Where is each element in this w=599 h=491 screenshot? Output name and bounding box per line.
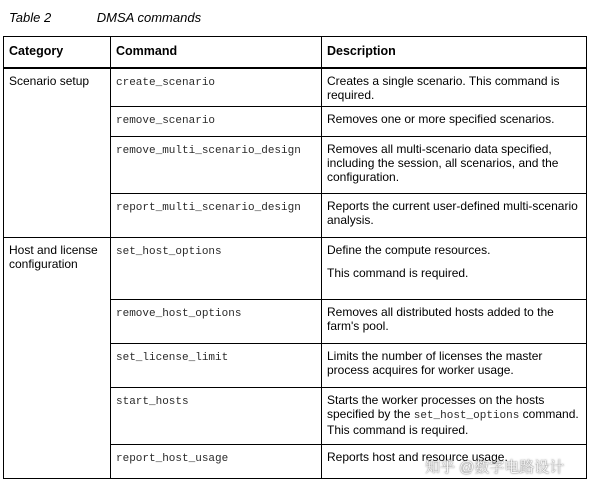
description-cell: Limits the number of licenses the master process acquires for worker usage. [322,343,587,387]
description-cell: Removes all distributed hosts added to the farm's pool. [322,299,587,343]
command-cell: report_host_usage [111,444,322,478]
description-cell: Reports host and resource usage. [322,444,587,478]
command-cell: report_multi_scenario_design [111,193,322,237]
table-caption-label: Table 2 [9,10,52,25]
table-caption [9,10,201,25]
inline-code-set-host-options: set_host_options [413,409,520,422]
command-cell: set_license_limit [111,343,322,387]
header-description: Description [322,37,587,69]
description-cell: Creates a single scenario. This command is required. [322,68,587,106]
command-cell: remove_scenario [111,106,322,136]
category-host-license-configuration: Host and license configuration [4,237,111,478]
table-row [4,68,587,106]
category-scenario-setup: Scenario setup [4,68,111,237]
description-cell: Define the compute resources. This command is required. [322,237,587,299]
header-command: Command [111,37,322,69]
description-cell: Starts the worker processes on the hosts specified by the set_host_options command. This command is required. [322,387,587,444]
table-header-row [4,37,587,69]
command-cell: start_hosts [111,387,322,444]
header-category: Category [4,37,111,69]
command-cell: create_scenario [111,68,322,106]
command-cell: set_host_options [111,237,322,299]
command-cell: remove_host_options [111,299,322,343]
command-cell: remove_multi_scenario_design [111,136,322,193]
description-cell: Removes all multi-scenario data specified, including the session, all scenarios, and the configuration. [322,136,587,193]
zhihu-watermark: 知乎 @数字电路设计 [425,459,565,476]
table-caption-title: DMSA commands [96,10,202,25]
description-cell: Reports the current user-defined multi-scenario analysis. [322,193,587,237]
description-cell: Removes one or more specified scenarios. [322,106,587,136]
dmsa-commands-table [3,36,587,479]
table-row [4,237,587,299]
